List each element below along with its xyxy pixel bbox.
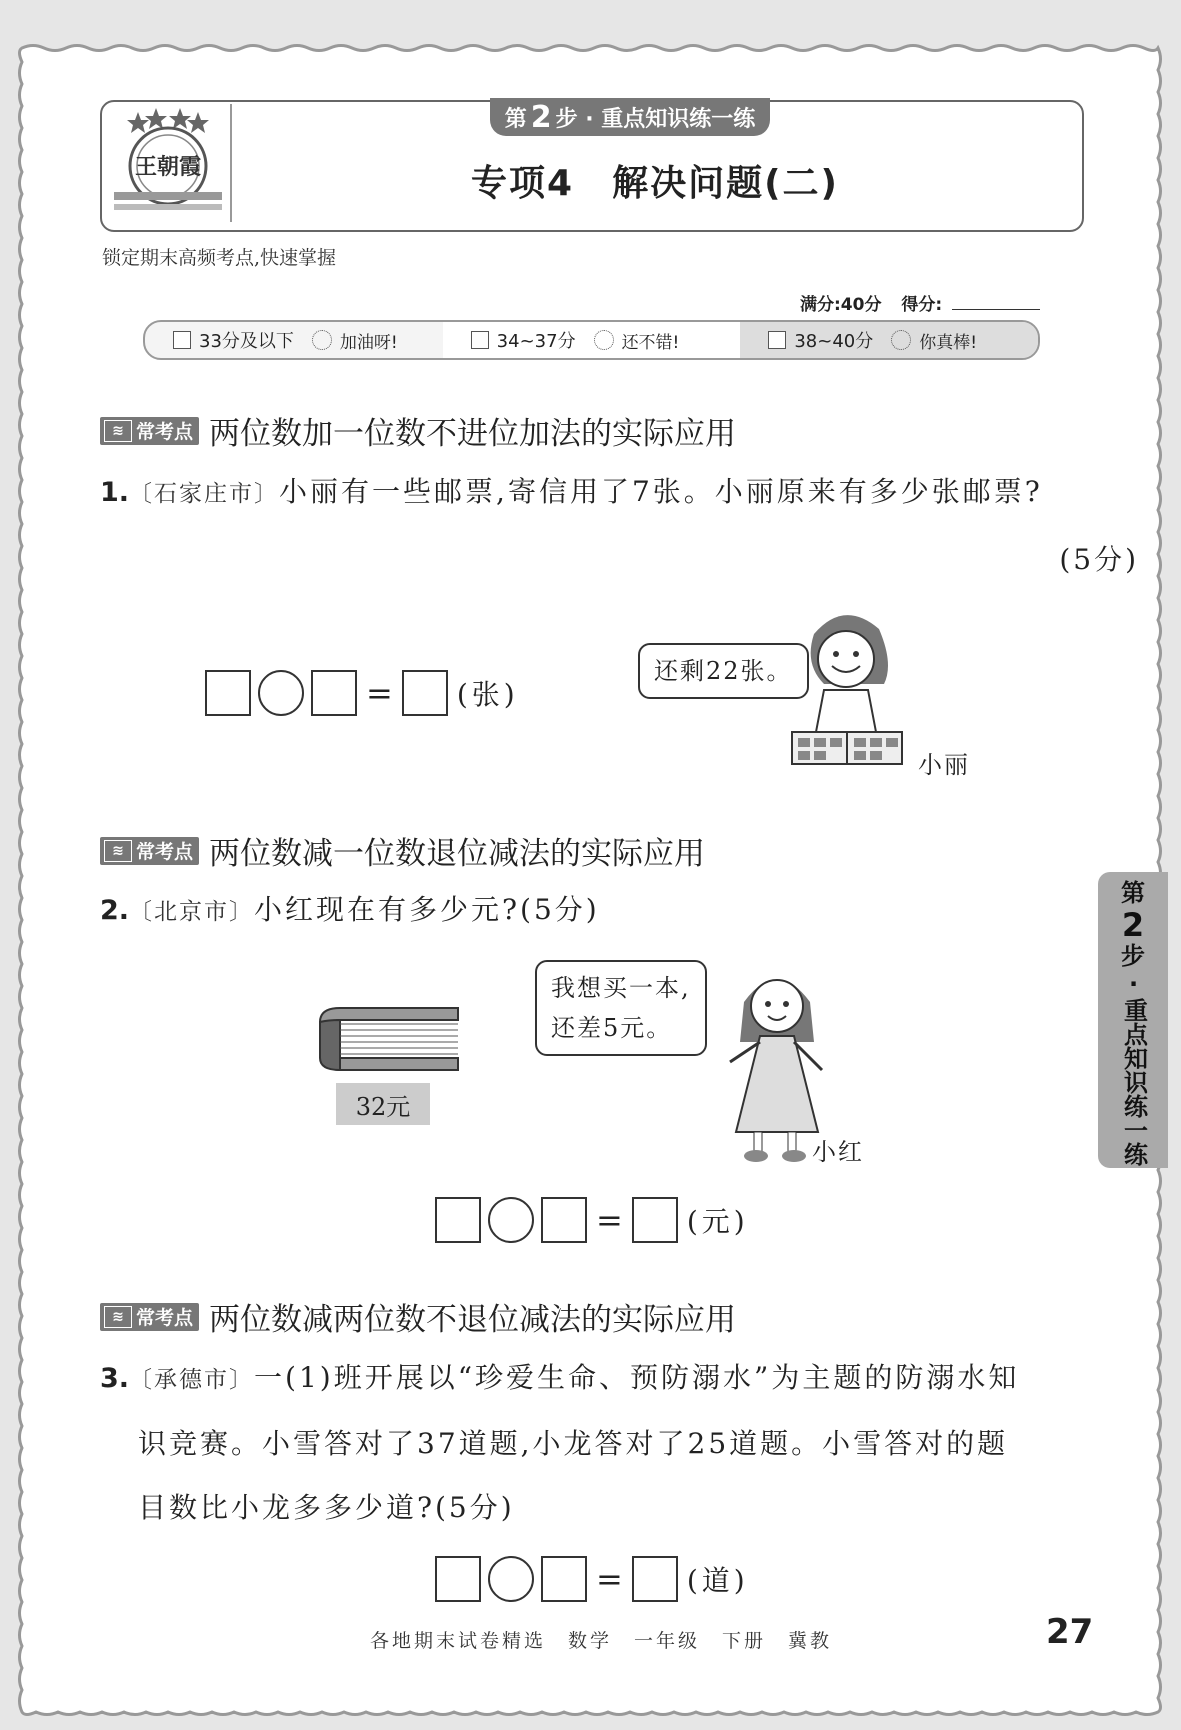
side-tab-step: 步 xyxy=(1121,942,1145,970)
score-line xyxy=(800,290,1040,315)
rating-comment: 加油呀! xyxy=(339,332,398,353)
section-title: 两位数加一位数不进位加法的实际应用 xyxy=(209,416,737,452)
rating-option-high xyxy=(740,322,1038,358)
side-tab[interactable] xyxy=(1098,872,1168,1168)
bubble-line-1: 我想买一本, xyxy=(551,974,691,1002)
footer-text: 各地期末试卷精选 数学 一年级 下册 冀教 xyxy=(370,1630,833,1652)
question-text: 小丽有一些邮票,寄信用了7张。小丽原来有多少张邮票? xyxy=(279,475,1043,508)
unit-label: (道) xyxy=(686,1564,749,1597)
answer-equation-2 xyxy=(435,1197,749,1243)
character-name: 小丽 xyxy=(918,751,970,779)
answer-box[interactable] xyxy=(402,670,448,716)
section-heading-1 xyxy=(100,408,736,453)
side-tab-label: ·重点知识练一练 xyxy=(1119,970,1148,1166)
step-prefix: 第 xyxy=(504,106,527,132)
speech-bubble-2 xyxy=(535,960,707,1056)
side-tab-prefix: 第 xyxy=(1121,879,1145,907)
rating-comment: 你真棒! xyxy=(919,332,978,353)
wave-icon: ≋ xyxy=(104,1306,132,1328)
full-score-label: 满分:40分 xyxy=(800,295,882,315)
page-number: 27 xyxy=(1046,1612,1094,1652)
operator-circle[interactable] xyxy=(488,1556,534,1602)
equals-sign: = xyxy=(366,674,393,712)
answer-box[interactable] xyxy=(435,1556,481,1602)
rating-checkbox[interactable] xyxy=(768,331,786,349)
question-source: 〔承德市〕 xyxy=(129,1367,255,1393)
question-number: 2. xyxy=(100,895,130,926)
rating-checkbox[interactable] xyxy=(471,331,489,349)
question-text: 小红现在有多少元?(5分) xyxy=(254,893,600,926)
answer-box[interactable] xyxy=(435,1197,481,1243)
question-source: 〔石家庄市〕 xyxy=(129,481,280,507)
score-blank[interactable] xyxy=(952,309,1040,310)
equals-sign: = xyxy=(596,1560,623,1598)
page-title: 专项4 解决问题(二) xyxy=(471,163,839,204)
step-number: 2 xyxy=(530,99,552,135)
rating-range: 33分及以下 xyxy=(199,331,294,352)
girl-with-stamp-album-illustration xyxy=(784,604,914,774)
got-score-label: 得分: xyxy=(901,295,943,315)
question-3 xyxy=(100,1346,1019,1540)
question-text-line-2: 识竞赛。小雪答对了37道题,小龙答对了25道题。小雪答对的题 xyxy=(138,1427,1009,1460)
answer-box[interactable] xyxy=(632,1197,678,1243)
section-heading-2 xyxy=(100,828,705,873)
rating-range: 38~40分 xyxy=(794,331,874,352)
key-point-tag: ≋ 常考点 xyxy=(100,837,199,865)
answer-box[interactable] xyxy=(205,670,251,716)
question-2 xyxy=(100,878,600,944)
smile-face-icon xyxy=(594,330,614,350)
key-point-tag: ≋ 常考点 xyxy=(100,1303,199,1331)
answer-box[interactable] xyxy=(541,1556,587,1602)
operator-circle[interactable] xyxy=(488,1197,534,1243)
question-text-line-1: 一(1)班开展以“珍爱生命、预防溺水”为主题的防溺水知 xyxy=(254,1361,1020,1394)
bubble-text: 还剩22张。 xyxy=(654,657,793,685)
answer-box[interactable] xyxy=(311,670,357,716)
rating-option-mid xyxy=(443,322,741,358)
question-text-line-3: 目数比小龙多多少道?(5分) xyxy=(138,1491,515,1524)
bubble-line-2: 还差5元。 xyxy=(551,1014,673,1042)
unit-label: (元) xyxy=(686,1205,749,1238)
answer-equation-1 xyxy=(205,670,519,716)
speech-bubble-1 xyxy=(638,643,809,699)
rating-comment: 还不错! xyxy=(621,332,680,353)
section-title: 两位数减一位数退位减法的实际应用 xyxy=(209,836,706,872)
question-1-points: (5分) xyxy=(1059,543,1139,576)
happy-face-icon xyxy=(891,330,911,350)
price-tag: 32元 xyxy=(336,1083,430,1125)
question-number: 1. xyxy=(100,477,130,508)
key-point-tag: ≋ 常考点 xyxy=(100,417,199,445)
publisher-logo xyxy=(108,104,228,224)
answer-box[interactable] xyxy=(632,1556,678,1602)
question-number: 3. xyxy=(100,1363,130,1394)
wave-icon: ≋ xyxy=(104,840,132,862)
subtitle: 锁定期末高频考点,快速掌握 xyxy=(102,247,337,269)
operator-circle[interactable] xyxy=(258,670,304,716)
step-badge xyxy=(490,98,770,136)
question-source: 〔北京市〕 xyxy=(129,899,255,925)
equals-sign: = xyxy=(596,1201,623,1239)
step-suffix: 步 · 重点知识练一练 xyxy=(555,106,756,132)
rating-bar xyxy=(143,320,1040,360)
rating-checkbox[interactable] xyxy=(173,331,191,349)
rating-range: 34~37分 xyxy=(496,331,576,352)
answer-box[interactable] xyxy=(541,1197,587,1243)
wave-icon: ≋ xyxy=(104,420,132,442)
unit-label: (张) xyxy=(456,678,519,711)
logo-text: 王朝霞 xyxy=(134,154,202,180)
side-tab-number: 2 xyxy=(1121,906,1145,944)
answer-equation-3 xyxy=(435,1556,749,1602)
question-1 xyxy=(100,460,1043,526)
section-heading-3 xyxy=(100,1294,736,1339)
book-icon xyxy=(310,1000,465,1075)
rating-option-low xyxy=(145,322,443,358)
character-name: 小红 xyxy=(812,1138,864,1166)
section-title: 两位数减两位数不退位减法的实际应用 xyxy=(209,1302,737,1338)
cheer-face-icon xyxy=(312,330,332,350)
